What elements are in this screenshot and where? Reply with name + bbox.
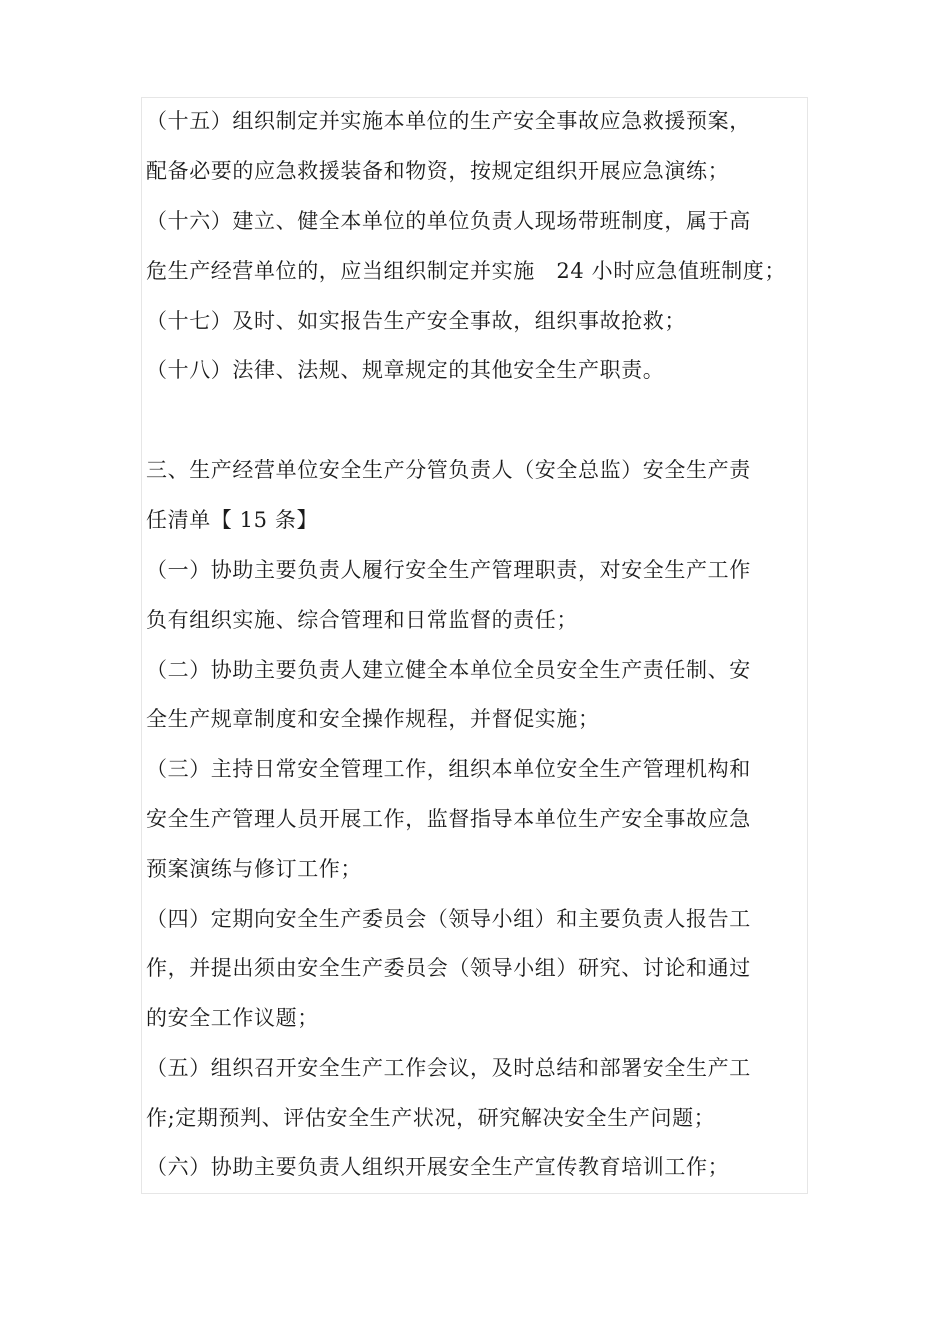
text-line: （六）协助主要负责人组织开展安全生产宣传教育培训工作；: [146, 1155, 730, 1179]
text-line: 作;定期预判、评估安全生产状况，研究解决安全生产问题；: [146, 1106, 716, 1130]
text-line: （十七）及时、如实报告生产安全事故，组织事故抢救；: [146, 309, 686, 333]
text-line: （十八）法律、法规、规章规定的其他安全生产职责。: [146, 358, 665, 382]
text-line: 负有组织实施、综合管理和日常监督的责任；: [146, 608, 578, 632]
text-line: （十五）组织制定并实施本单位的生产安全事故应急救援预案，: [146, 109, 751, 133]
text-line: 配备必要的应急救援装备和物资，按规定组织开展应急演练；: [146, 159, 730, 183]
section-heading: 任清单【 15 条】: [146, 508, 319, 532]
text-line: （二）协助主要负责人建立健全本单位全员安全生产责任制、安: [146, 658, 751, 682]
text-line: （十六）建立、健全本单位的单位负责人现场带班制度，属于高: [146, 209, 751, 233]
text-line: 的安全工作议题；: [146, 1006, 319, 1030]
text-line: （一）协助主要负责人履行安全生产管理职责，对安全生产工作: [146, 558, 751, 582]
text-line: 危生产经营单位的，应当组织制定并实施 24 小时应急值班制度；: [146, 259, 786, 283]
section-heading: 三、生产经营单位安全生产分管负责人（安全总监）安全生产责: [146, 458, 751, 482]
text-line: 全生产规章制度和安全操作规程，并督促实施；: [146, 707, 600, 731]
text-line: 安全生产管理人员开展工作，监督指导本单位生产安全事故应急: [146, 807, 751, 831]
text-line: （四）定期向安全生产委员会（领导小组）和主要负责人报告工: [146, 907, 751, 931]
text-line: 预案演练与修订工作；: [146, 857, 362, 881]
text-line: （三）主持日常安全管理工作，组织本单位安全生产管理机构和: [146, 757, 751, 781]
text-line: （五）组织召开安全生产工作会议，及时总结和部署安全生产工: [146, 1056, 751, 1080]
text-line: 作，并提出须由安全生产委员会（领导小组）研究、讨论和通过: [146, 956, 751, 980]
